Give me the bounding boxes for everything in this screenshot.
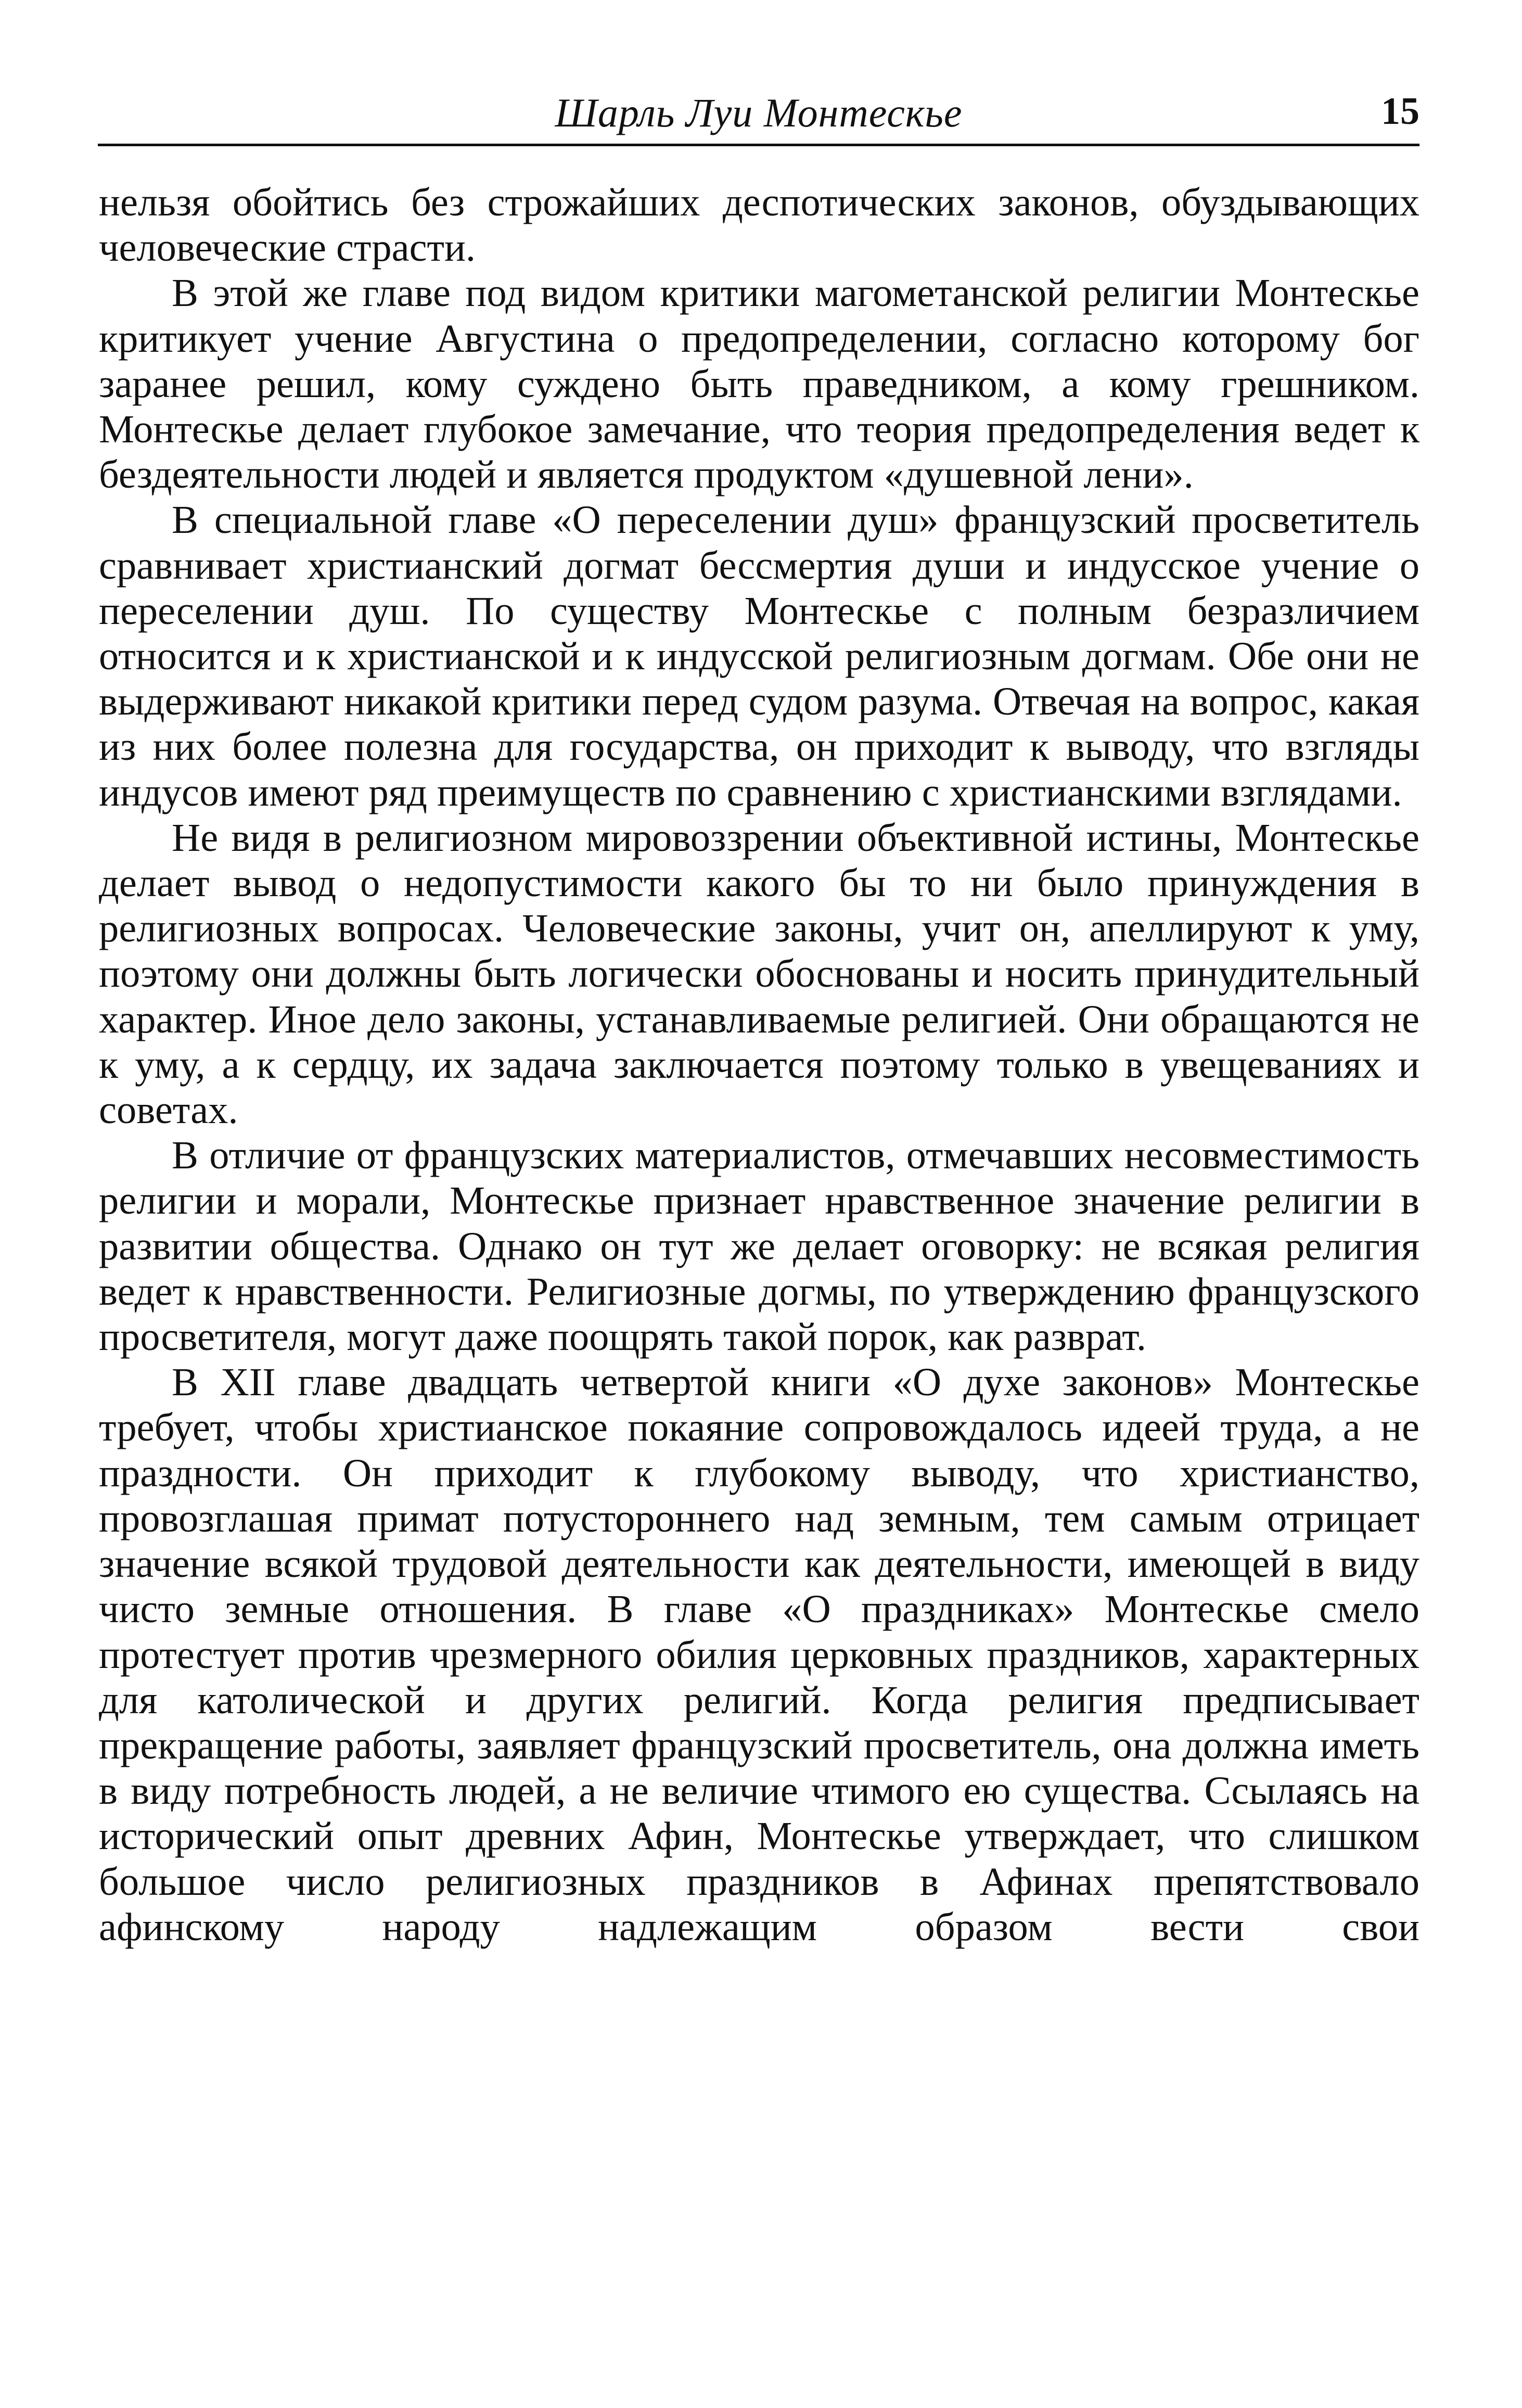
page-number: 15 [1381, 90, 1419, 133]
paragraph: нельзя обойтись без строжайших деспотических законов, обуздывающих человеческие страсти. [99, 180, 1419, 270]
paragraph: В отличие от французских материалистов, отмечавших несовместимость религии и морали, Монтескье признает нравственное значение религии в развитии общества. Однако он тут же делает оговорку: не всякая религия ведет к нравственности. Религиозные догмы, по утверждению французского просветителя, могут даже поощрять такой порок, как разврат. [99, 1133, 1419, 1359]
header-rule [98, 144, 1419, 146]
paragraph: Не видя в религиозном мировоззрении объективной истины, Монтескье делает вывод о недопустимости какого бы то ни было принуждения в религиозных вопросах. Человеческие законы, учит он, апеллируют к уму, поэтому они должны быть логически обоснованы и носить принудительный характер. Иное дело законы, устанавливаемые религией. Они обращаются не к уму, а к сердцу, их задача заключается поэтому только в увещеваниях и советах. [99, 815, 1419, 1132]
paragraph: В XII главе двадцать четвертой книги «О духе законов» Монтескье требует, чтобы христианское покаяние сопровождалось идеей труда, а не праздности. Он приходит к глубокому выводу, что христианство, провозглашая примат потустороннего над земным, тем самым отрицает значение всякой трудовой деятельности как деятельности, имеющей в виду чисто земные отношения. В главе «О праздниках» Монтескье смело протестует против чрезмерного обилия церковных праздников, характерных для католической и других религий. Когда религия предписывает прекращение работы, заявляет французский просветитель, она должна иметь в виду потребность людей, а не величие чтимого ею существа. Ссылаясь на исторический опыт древних Афин, Монтескье утверждает, что слишком большое число религиозных праздников в Афинах препятствовало афинскому народу надлежащим образом вести свои [99, 1360, 1419, 1949]
running-head [98, 78, 1419, 141]
paragraph: В этой же главе под видом критики магометанской религии Монтескье критикует учение Августина о предопределении, согласно которому бог заранее решил, кому суждено быть праведником, а кому грешником. Монтескье делает глубокое замечание, что теория предопределения ведет к бездеятельности людей и является продуктом «душевной лени». [99, 271, 1419, 497]
body-text [99, 180, 1419, 1950]
running-title: Шарль Луи Монтескье [555, 90, 963, 135]
paragraph: В специальной главе «О переселении душ» французский просветитель сравнивает христианский догмат бессмертия души и индусское учение о переселении душ. По существу Монтескье с полным безразличием относится и к христианской и к индусской религиозным догмам. Обе они не выдерживают никакой критики перед судом разума. Отвечая на вопрос, какая из них более полезна для государства, он приходит к выводу, что взгляды индусов имеют ряд преимуществ по сравнению с христианскими взглядами. [99, 498, 1419, 814]
